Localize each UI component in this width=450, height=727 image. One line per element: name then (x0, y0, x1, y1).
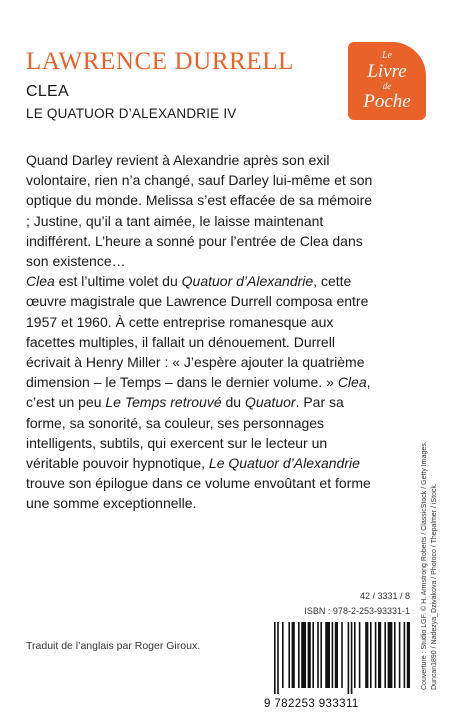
logo-poche: Poche (363, 91, 411, 112)
blurb-paragraph-2 (26, 271, 376, 513)
credits-line-2: Duncan1890 / Nadezya_Dzivakova / Photoco / Thepalmer / iStock. (431, 483, 438, 690)
blurb-text: trouve son épilogue dans ce volume envoûtant et forme une somme exceptionnelle. (26, 475, 371, 512)
barcode-digits: 9 782253 933311 (264, 698, 359, 710)
author-name: LAWRENCE DURRELL (26, 48, 294, 75)
blurb-text: , cette œuvre magistrale que Lawrence Durrell composa entre 1957 et 1960. À cette entreprise romanesque aux facettes multiples, il fallait un dénouement. Durrell écrivait à Henry Miller : « J’espère ajouter la quatrième dimension – le Temps – dans le dernier volume. » (26, 273, 369, 391)
isbn: ISBN : 978-2-253-93331-1 (304, 606, 410, 616)
back-cover-blurb (26, 150, 376, 514)
blurb-text: est l’ultime volet du (54, 273, 182, 290)
blurb-italic: Le Quatuor d’Alexandrie (208, 455, 360, 472)
blurb-text: . Par sa forme, sa sonorité, sa couleur, ses personnages intelligents, subtils, qui exercent sur le lecteur un véritable pouvoir hypnotique, (26, 394, 344, 472)
credits-line-1: Couverture : Studio LGF. © H. Armstrong Roberts / ClassicStock / Getty Images. (421, 441, 428, 690)
logo-livre: Livre (367, 61, 407, 82)
series-title: LE QUATUOR D’ALEXANDRIE IV (26, 106, 237, 121)
blurb-italic: Le Temps retrouvé (105, 394, 222, 411)
blurb-italic: Quatuor d’Alexandrie (181, 273, 314, 290)
blurb-italic: Quatuor (244, 394, 296, 411)
blurb-text: , c’est un peu (26, 374, 371, 411)
translator-credit: Traduit de l’anglais par Roger Giroux. (26, 640, 201, 652)
barcode (264, 622, 414, 712)
blurb-italic: Clea (337, 374, 367, 391)
logo-de: de (382, 81, 392, 91)
publisher-logo (348, 42, 426, 120)
blurb-paragraph-1: Quand Darley revient à Alexandrie après son exil volontaire, rien n’a changé, sauf Darley lui-même et son optique du monde. Melissa s’est effacée de sa mémoire ; Justine, qu’il a tant aimée, le laisse maintenant indifférent. L’heure a sonné pour l’entrée de Clea dans son existence… (26, 152, 373, 270)
blurb-text: du (221, 394, 245, 411)
logo-le: Le (382, 50, 392, 61)
cover-credits (420, 370, 440, 690)
book-title: CLEA (26, 83, 69, 100)
blurb-italic: Clea (26, 273, 55, 290)
reference-number: 42 / 3331 / 8 (359, 591, 410, 601)
barcode-bars (274, 622, 410, 694)
